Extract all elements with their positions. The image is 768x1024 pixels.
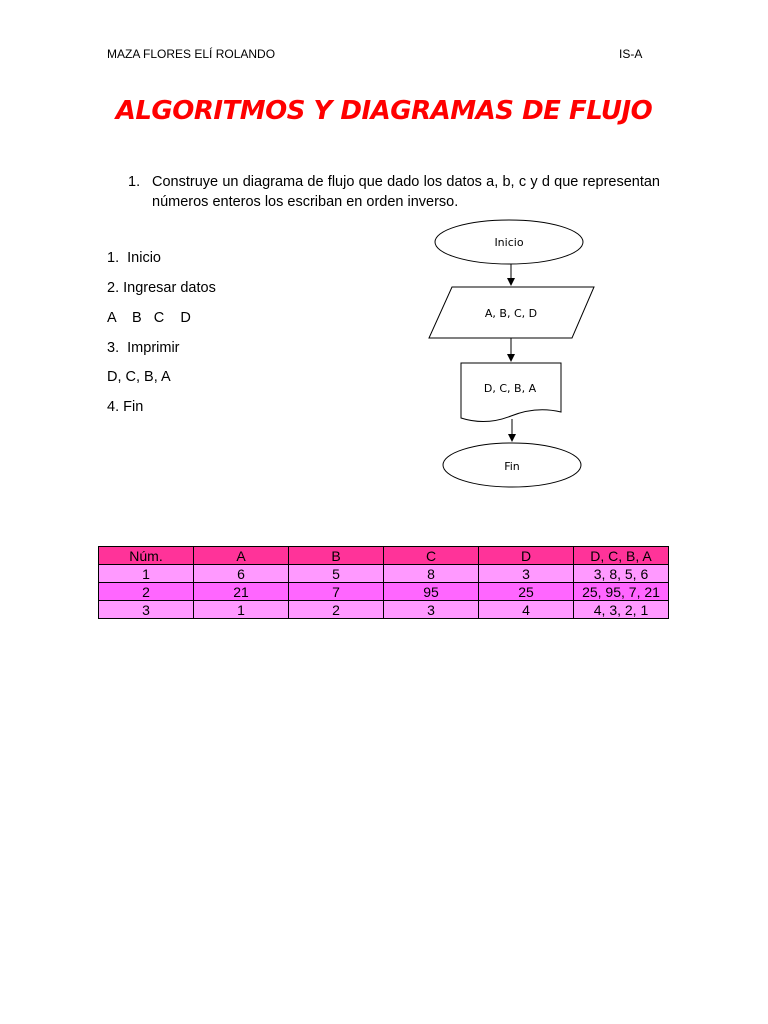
step-line: 2. Ingresar datos [107,280,216,296]
table-cell: 25 [479,583,574,601]
table-cell: 1 [99,565,194,583]
table-row [99,565,669,583]
table-cell: 4 [479,601,574,619]
step-line: 4. Fin [107,399,144,415]
table-row [99,601,669,619]
table-cell: 2 [99,583,194,601]
task-number: 1. [128,174,141,190]
step-line: 1. Inicio [107,250,161,266]
table-cell: 3 [479,565,574,583]
group-label: IS-A [619,47,643,61]
table-cell: 3 [384,601,479,619]
table-cell: 6 [194,565,289,583]
header-cell: B [289,547,384,565]
header-cell: D [479,547,574,565]
step-line: A B C D [107,310,191,326]
table-cell: 5 [289,565,384,583]
step-line: 3. Imprimir [107,340,180,356]
input-label: A, B, C, D [484,307,538,320]
table-cell: 3, 8, 5, 6 [574,565,669,583]
header-cell: Núm. [99,547,194,565]
table-cell: 8 [384,565,479,583]
table-cell: 95 [384,583,479,601]
table-header-row [99,547,669,565]
table-cell: 1 [194,601,289,619]
table-cell: 3 [99,601,194,619]
table-cell: 21 [194,583,289,601]
page-title: ALGORITMOS Y DIAGRAMAS DE FLUJO [115,96,653,126]
header-cell: C [384,547,479,565]
table-cell: 2 [289,601,384,619]
output-label: D, C, B, A [483,382,537,395]
step-line: D, C, B, A [107,369,171,385]
values-table [98,546,669,619]
end-label: Fin [504,460,520,473]
table-cell: 7 [289,583,384,601]
author-name: MAZA FLORES ELÍ ROLANDO [107,47,276,61]
task-text: Construye un diagrama de flujo que dado los datos a, b, c y d que representan números enteros los escriban en orden inverso. [152,174,660,210]
header-cell: D, C, B, A [574,547,669,565]
start-label: Inicio [494,236,524,249]
table-cell: 4, 3, 2, 1 [574,601,669,619]
table-row [99,583,669,601]
header-cell: A [194,547,289,565]
table-cell: 25, 95, 7, 21 [574,583,669,601]
